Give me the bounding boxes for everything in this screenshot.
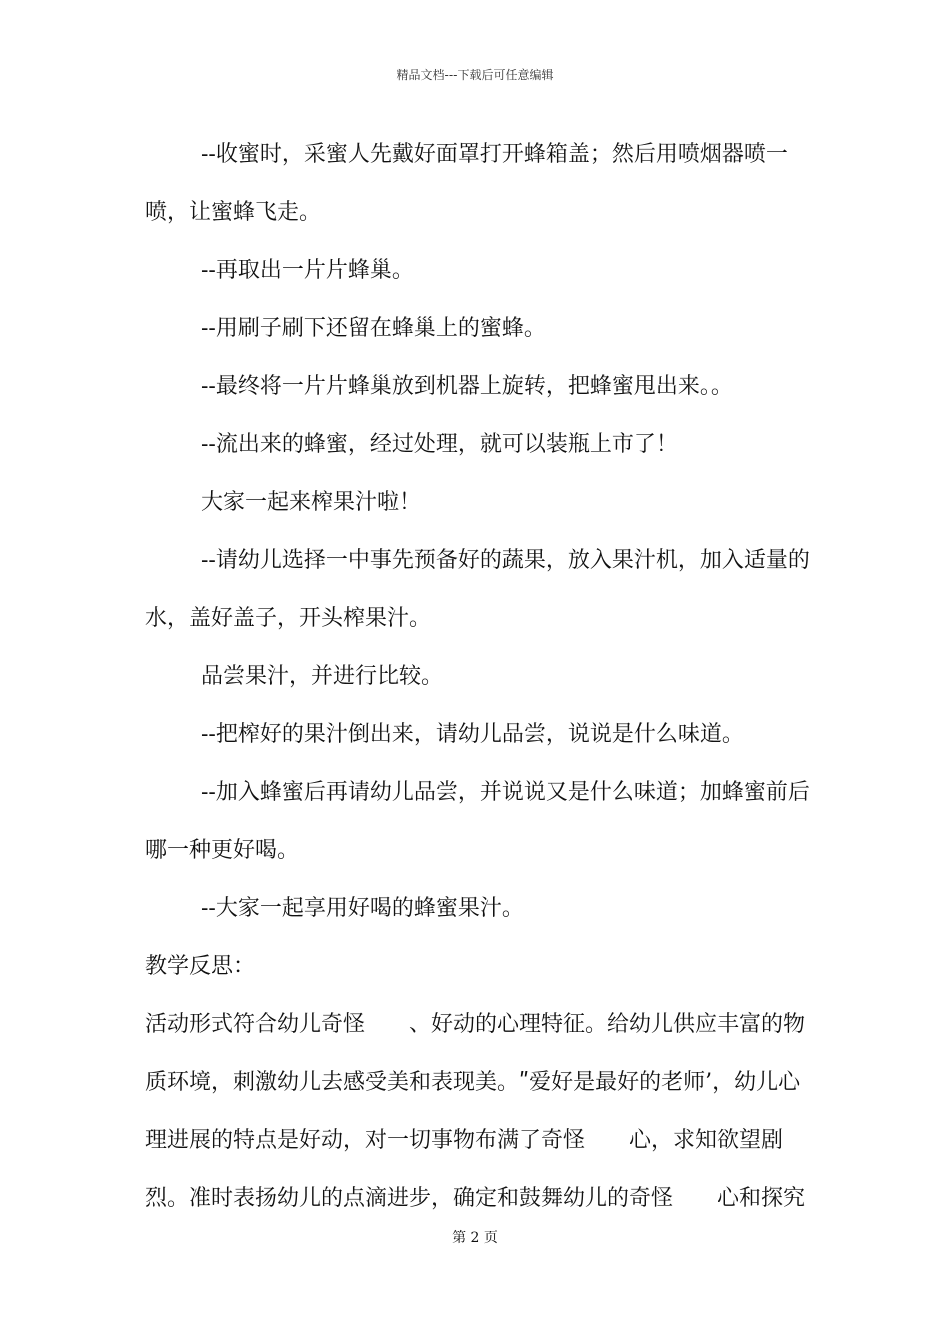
paragraph-reflection: 活动形式符合幼儿奇怪 、好动的心理特征。给幼儿供应丰富的物质环境，刺激幼儿去感受美和表现美。ʺ爱好是最好的老师’，幼儿心理进展的特点是好动，对一切事物布满了奇怪 心，求知欲望剧烈。准时表扬幼儿的点滴进步，确定和鼓舞幼儿的奇怪 心和探究	[145, 1012, 806, 1211]
paragraph-harvest-step-5: --流出来的蜂蜜，经过处理，就可以装瓶上市了！	[201, 432, 678, 457]
paragraph-tasting-step-1: --把榨好的果汁倒出来，请幼儿品尝，说说是什么味道。	[201, 722, 744, 747]
paragraph-tasting-heading: 品尝果汁，并进行比较。	[201, 664, 444, 689]
paragraph-juice-heading: 大家一起来榨果汁啦！	[201, 490, 422, 515]
paragraph-juice-step-1: --请幼儿选择一中事先预备好的蔬果，放入果汁机，加入适量的水，盖好盖子，开头榨果汁。	[145, 548, 810, 631]
paragraph-harvest-step-1: --收蜜时，采蜜人先戴好面罩打开蜂箱盖；然后用喷烟器喷一喷，让蜜蜂飞走。	[145, 142, 788, 225]
paragraph-harvest-step-2: --再取出一片片蜂巢。	[201, 258, 414, 283]
paragraph-tasting-step-2: --加入蜂蜜后再请幼儿品尝，并说说又是什么味道；加蜂蜜前后哪一种更好喝。	[145, 780, 810, 863]
paragraph-harvest-step-3: --用刷子刷下还留在蜂巢上的蜜蜂。	[201, 316, 546, 341]
page-header: 精品文档---下载后可任意编辑	[396, 68, 554, 82]
paragraph-tasting-step-3: --大家一起享用好喝的蜂蜜果汁。	[201, 896, 524, 921]
page-number: 第 2 页	[452, 1230, 498, 1246]
section-heading-reflection: 教学反思：	[145, 954, 256, 979]
document-body	[145, 126, 810, 1228]
paragraph-harvest-step-4: --最终将一片片蜂巢放到机器上旋转，把蜂蜜甩出来。。	[201, 374, 733, 399]
